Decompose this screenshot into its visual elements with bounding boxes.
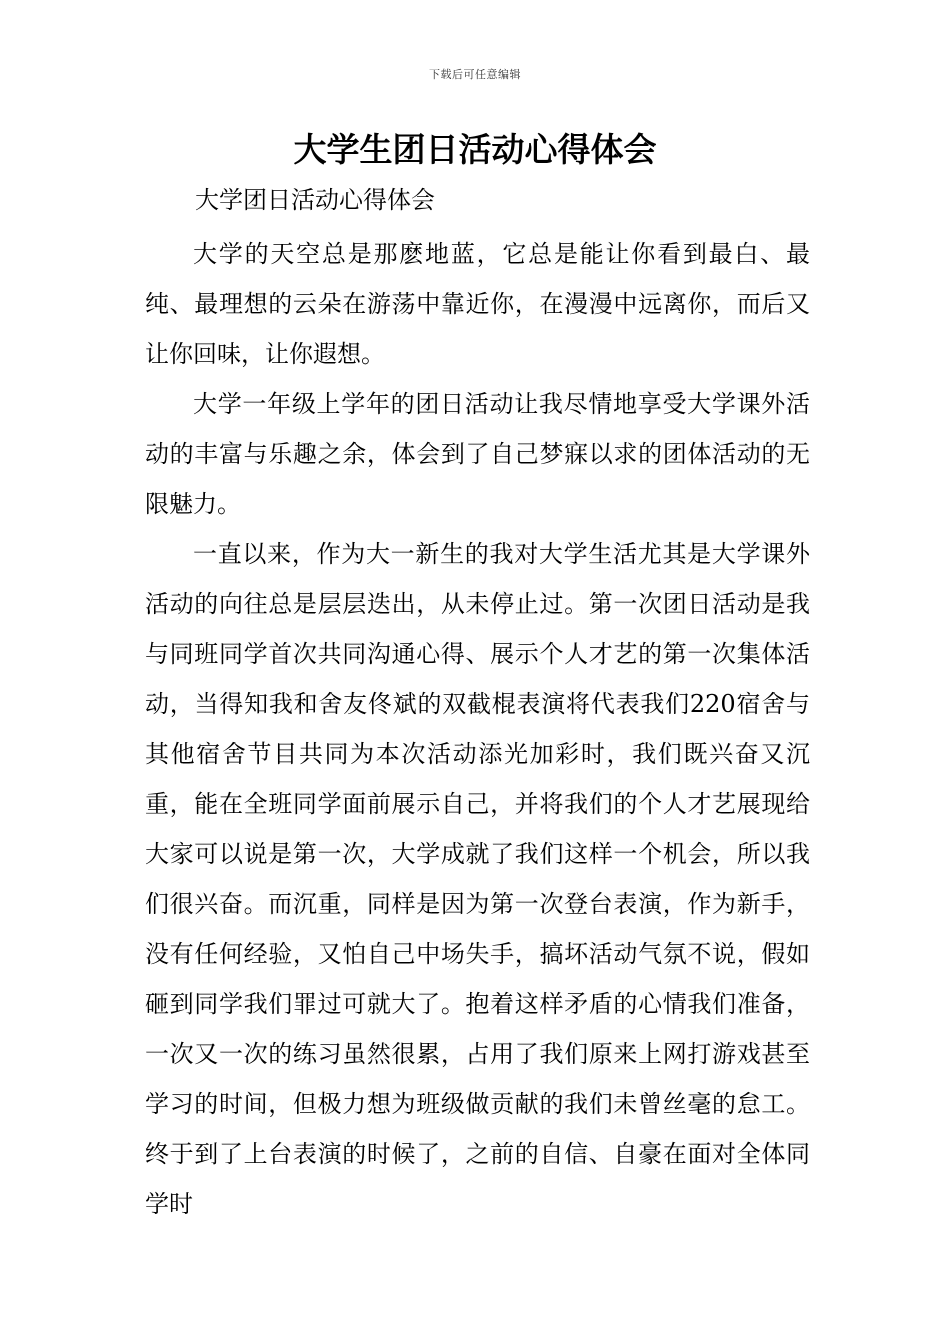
- paragraph: 大学的天空总是那麽地蓝，它总是能让你看到最白、最纯、最理想的云朵在游荡中靠近你，在漫漫中远离你，而后又让你回味，让你遐想。: [145, 240, 810, 368]
- paragraph: 一直以来，作为大一新生的我对大学生活尤其是大学课外活动的向往总是层层迭出，从未停止过。第一次团日活动是我与同班同学首次共同沟通心得、展示个人才艺的第一次集体活动，当得知我和舍友佟斌的双截棍表演将代表我们220宿舍与其他宿舍节目共同为本次活动添光加彩时，我们既兴奋又沉重，能在全班同学面前展示自己，并将我们的个人才艺展现给大家可以说是第一次，大学成就了我们这样一个机会，所以我们很兴奋。而沉重，同样是因为第一次登台表演，作为新手，没有任何经验，又怕自己中场失手，搞坏活动气氛不说，假如砸到同学我们罪过可就大了。抱着这样矛盾的心情我们准备，一次又一次的练习虽然很累，占用了我们原来上网打游戏甚至学习的时间，但极力想为班级做贡献的我们未曾丝毫的怠工。终于到了上台表演的时候了，之前的自信、自豪在面对全体同学时: [145, 540, 810, 1218]
- paragraph: 大学一年级上学年的团日活动让我尽情地享受大学课外活动的丰富与乐趣之余，体会到了自己梦寐以求的团体活动的无限魅力。: [145, 390, 810, 518]
- document-subtitle: 大学团日活动心得体会: [195, 186, 435, 214]
- document-title: 大学生团日活动心得体会: [293, 130, 657, 169]
- document-body: [145, 229, 810, 1229]
- header-note: 下载后可任意编辑: [429, 68, 521, 81]
